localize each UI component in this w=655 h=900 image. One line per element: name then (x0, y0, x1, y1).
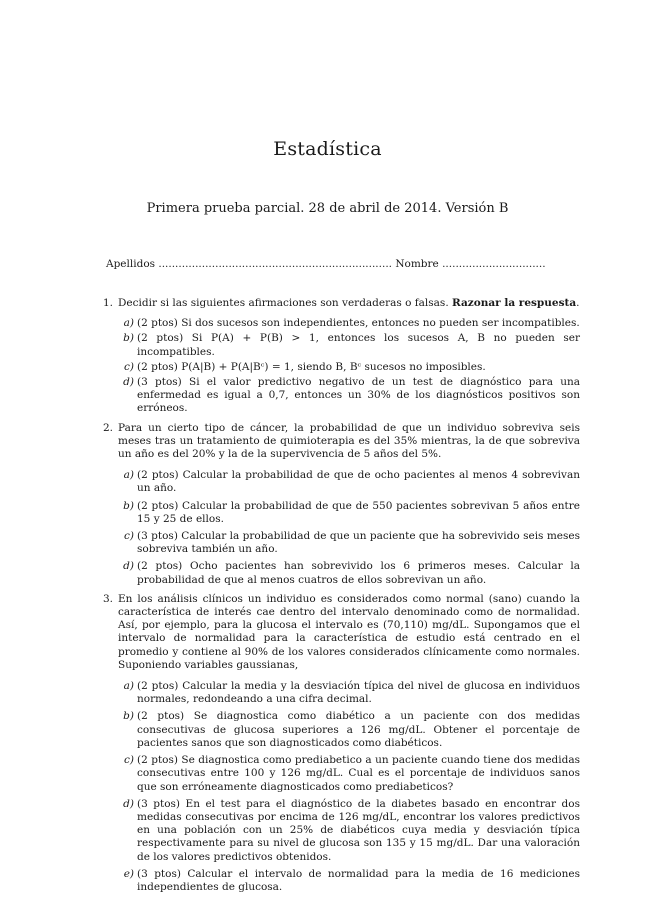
question-number: 3. (103, 592, 114, 605)
item-label: d) (123, 560, 134, 573)
question-emphasis: Razonar la respuesta (452, 297, 577, 309)
item-text: (2 ptos) Calcular la probabilidad de que de 550 pacientes sobrevivan 5 años entre 15 y 25 de ellos. (137, 499, 580, 525)
list-item (118, 560, 580, 586)
item-text: (2 ptos) Ocho pacientes han sobrevivido los 6 primeros meses. Calcular la probabilidad de que al menos cuatros de ellos sobrevivan un año. (137, 560, 580, 586)
question-list (103, 297, 580, 900)
question-items (118, 469, 580, 587)
list-item (118, 710, 580, 750)
student-name-line: Apellidos ...................................................................... Nombre ............................... (106, 258, 546, 270)
item-label: a) (123, 469, 134, 482)
list-item (118, 361, 580, 374)
item-text: (2 ptos) Si dos sucesos son independientes, entonces no pueden ser incompatibles. (137, 317, 580, 330)
item-text: (2 ptos) Se diagnostica como diabético a un paciente con dos medidas consecutivas de glucosa superiores a 126 mg/dL. Obtener el porcentaje de pacientes sanos que son diagnosticados como diabéticos. (137, 710, 580, 749)
item-label: d) (123, 797, 134, 810)
item-text: (3 ptos) Calcular la probabilidad de que un paciente que ha sobrevivido seis meses sobreviva también un año. (137, 530, 580, 556)
item-label: c) (124, 360, 134, 373)
item-text: (2 ptos) Se diagnostica como prediabetico a un paciente cuando tiene dos medidas consecutivas entre 100 y 126 mg/dL. Cual es el porcentaje de individuos sanos que son erróneamente diagnosticados como prediabeticos? (137, 754, 580, 793)
question-text: Decidir si las siguientes afirmaciones son verdaderas o falsas. Razonar la respuesta. (118, 297, 580, 309)
list-item (118, 530, 580, 556)
item-label: b) (123, 499, 134, 512)
item-text: (3 ptos) En el test para el diagnóstico de la diabetes basado en encontrar dos medidas consecutivas por encima de 126 mg/dL, encontrar los valores predictivos en una población con un 25% de diabéticos cuya media y desviación típica respectivamente para su nivel de glucosa son 135 y 15 mg/dL. Dar una valoración de los valores predictivos obtenidos. (137, 797, 580, 863)
question-text: Para un cierto tipo de cáncer, la probabilidad de que un individuo sobreviva seis meses tras un tratamiento de quimioterapia es del 35% mientras, la de que sobreviva un año es del 20% y la de la supervivencia de 5 años del 5%. (118, 421, 580, 461)
question-1 (103, 297, 580, 416)
page-title: Estadística (273, 138, 382, 160)
item-label: c) (124, 754, 134, 767)
question-3 (103, 593, 580, 894)
item-label: b) (123, 332, 134, 345)
item-label: a) (123, 680, 134, 693)
question-2 (103, 422, 580, 587)
item-text: (2 ptos) Calcular la media y la desviación típica del nivel de glucosa en individuos normales, redondeando a una cifra decimal. (137, 680, 580, 706)
question-items (118, 680, 580, 894)
question-number: 2. (103, 421, 114, 434)
list-item (118, 868, 580, 894)
list-item (118, 332, 580, 358)
question-items (118, 317, 580, 415)
list-item (118, 798, 580, 864)
item-label: e) (123, 867, 134, 880)
item-label: c) (124, 530, 134, 543)
item-text: (2 ptos) Si P(A) + P(B) > 1, entonces los sucesos A, B no pueden ser incompatibles. (137, 332, 580, 358)
question-number: 1. (103, 297, 114, 309)
question-text: En los análisis clínicos un individuo es considerados como normal (sano) cuando la característica de interés cae dentro del intervalo denominado como de normalidad. Así, por ejemplo, para la glucosa el intervalo es (70,110) mg/dL. Supongamos que el intervalo de normalidad para la característica de estudio está centrado en el promedio y contiene al 90% de los valores considerados clínicamente como normales. Suponiendo variables gaussianas, (118, 592, 580, 671)
item-label: a) (123, 317, 134, 330)
item-label: b) (123, 710, 134, 723)
list-item (118, 317, 580, 330)
list-item (118, 376, 580, 416)
list-item (118, 469, 580, 495)
item-text: (2 ptos) P(A|B) + P(A|Bᶜ) = 1, siendo B, Bᶜ sucesos no imposibles. (137, 360, 486, 373)
list-item (118, 500, 580, 526)
item-label: d) (123, 376, 134, 389)
list-item (118, 680, 580, 706)
item-text: (3 ptos) Calcular el intervalo de normalidad para la media de 16 mediciones independientes de glucosa. (137, 867, 580, 893)
item-text: (3 ptos) Si el valor predictivo negativo de un test de diagnóstico para una enfermedad es igual a 0,7, entonces un 30% de los diagnósticos positivos son erróneos. (137, 376, 580, 415)
item-text: (2 ptos) Calcular la probabilidad de que de ocho pacientes al menos 4 sobrevivan un año. (137, 469, 580, 495)
exam-subtitle: Primera prueba parcial. 28 de abril de 2014. Versión B (146, 201, 509, 216)
list-item (118, 754, 580, 794)
